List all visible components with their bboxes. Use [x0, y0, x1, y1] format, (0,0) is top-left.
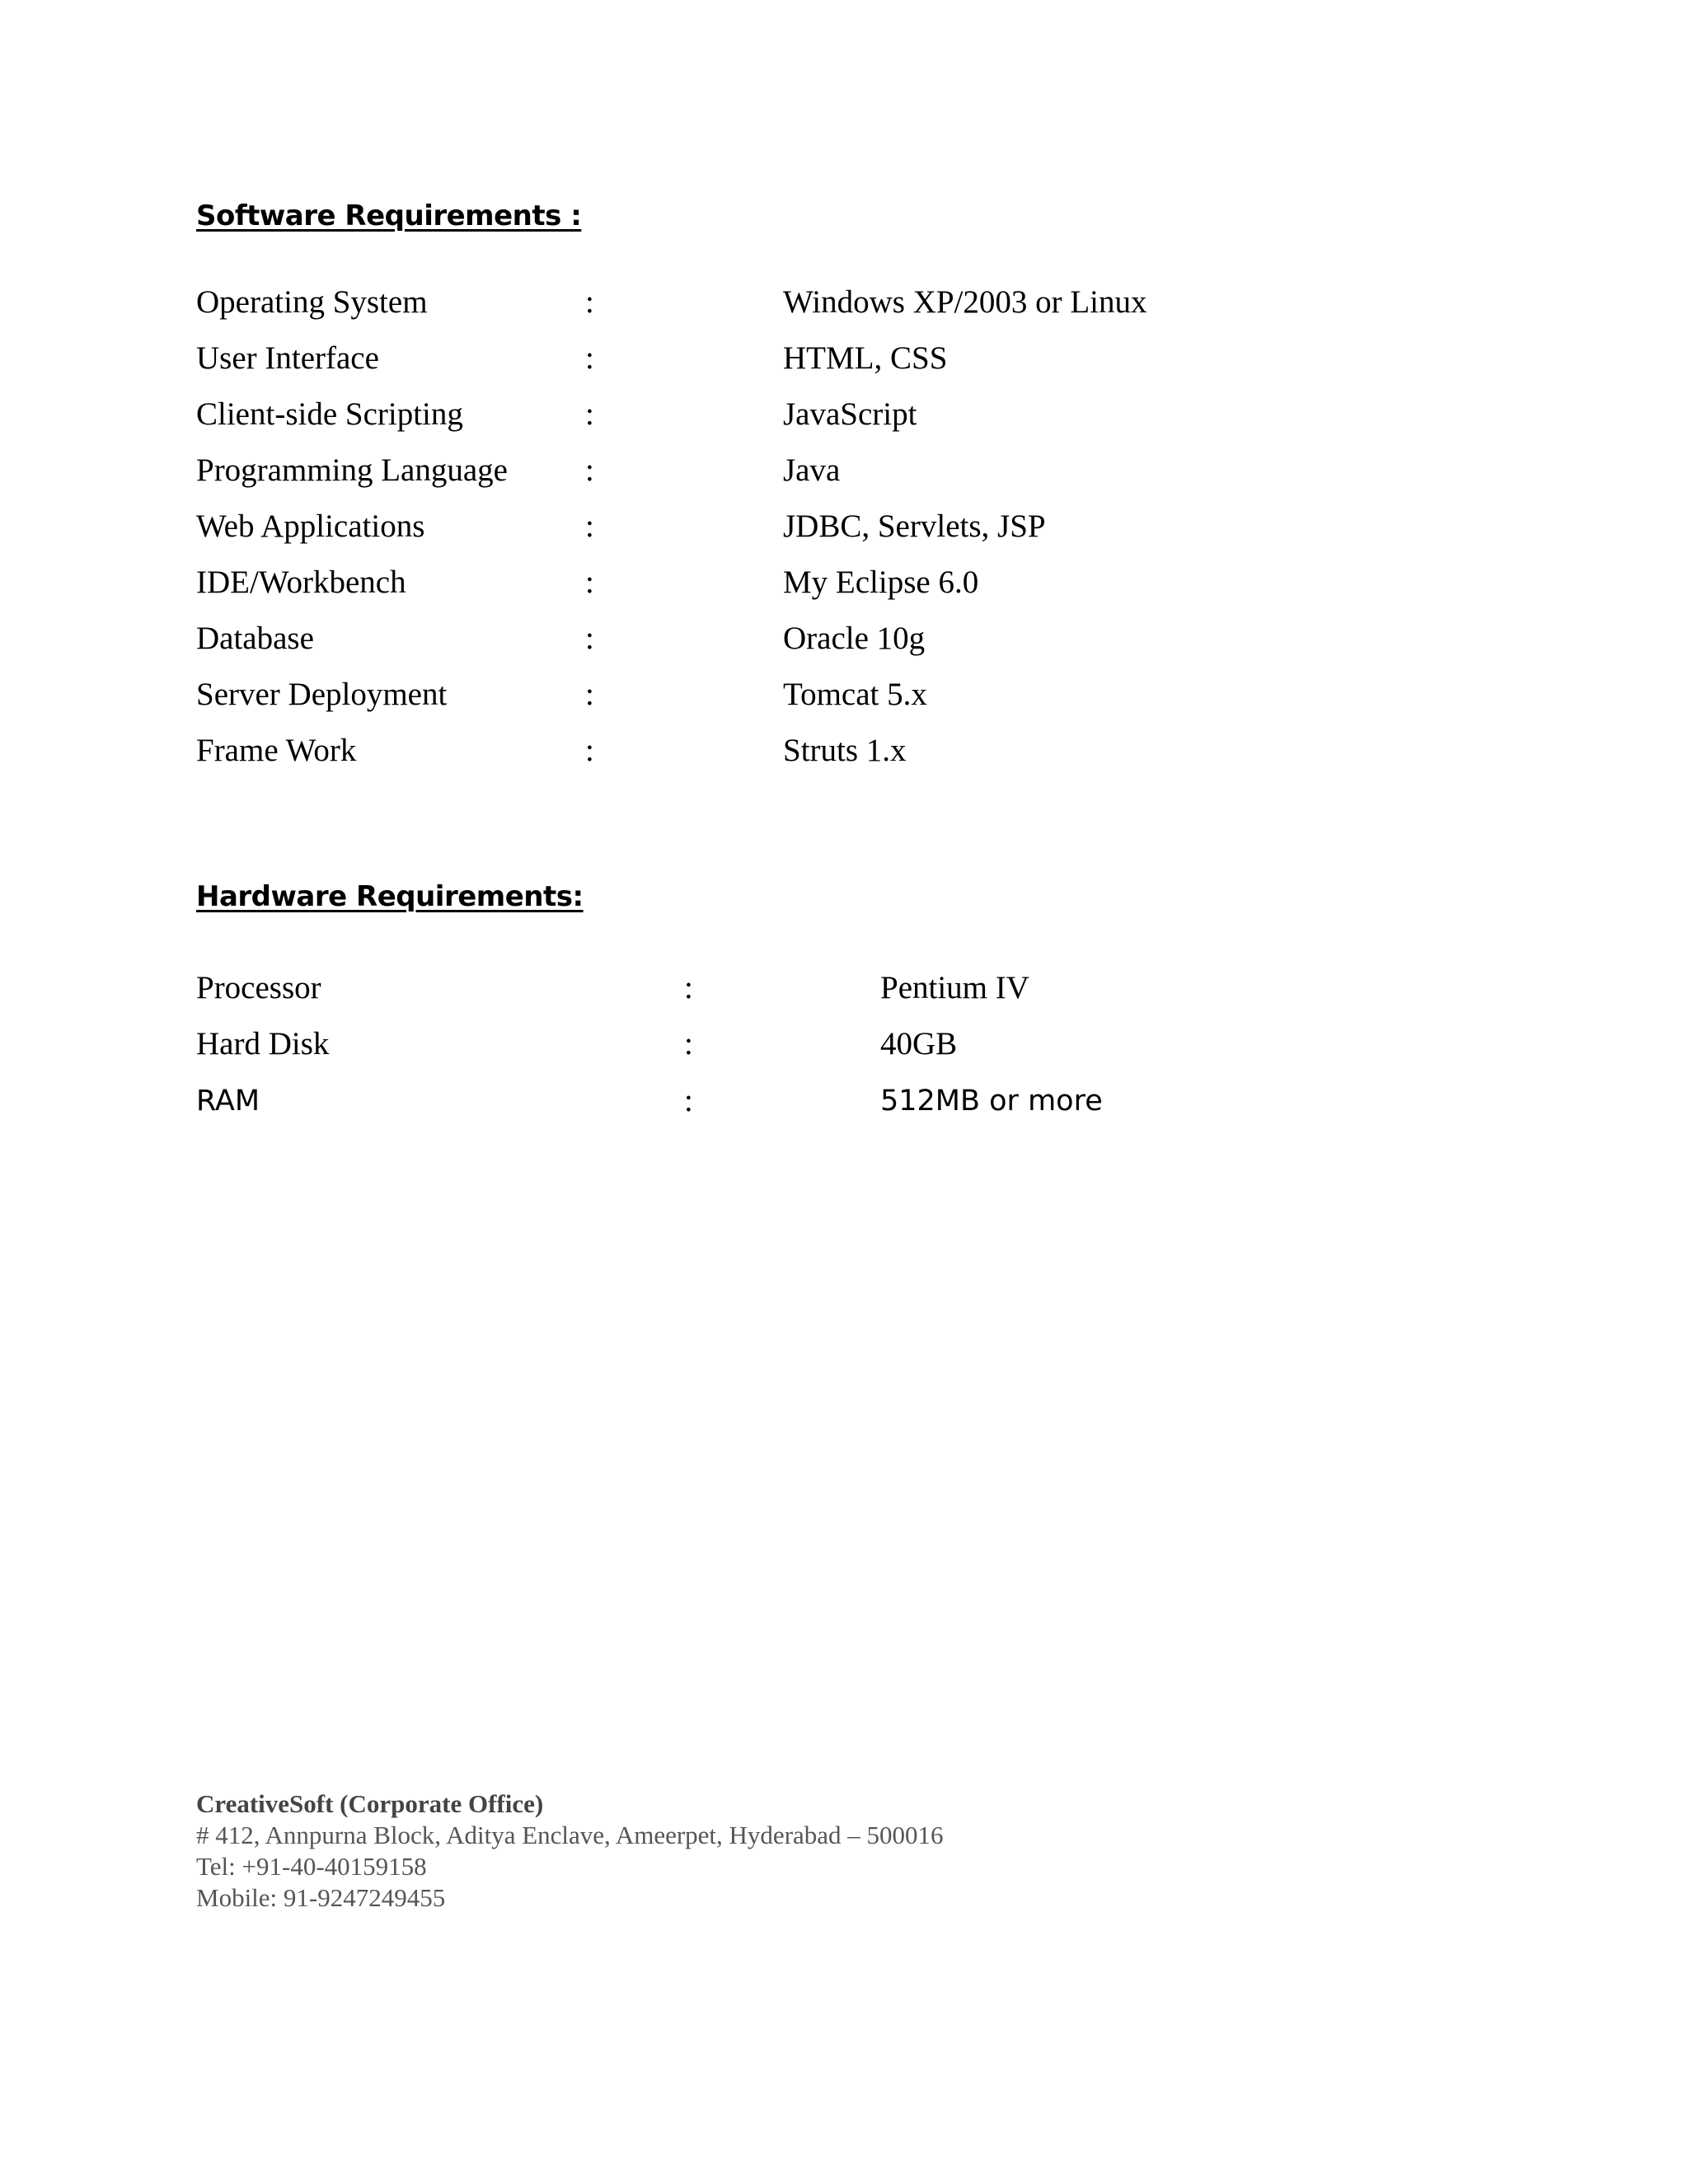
- row-label: Operating System: [196, 284, 428, 320]
- row-separator: :: [585, 677, 594, 712]
- hardware-requirements-heading: Hardware Requirements:: [196, 880, 584, 913]
- hardware-row-hard-disk: [196, 1016, 1515, 1072]
- company-name: CreativeSoft (Corporate Office): [196, 1789, 544, 1818]
- row-value: Struts 1.x: [783, 733, 907, 768]
- software-row-ide-workbench: [196, 555, 1515, 611]
- row-value: HTML, CSS: [783, 340, 948, 376]
- software-row-server-deployment: [196, 667, 1515, 723]
- row-value: Windows XP/2003 or Linux: [783, 284, 1147, 320]
- row-separator: :: [585, 284, 594, 320]
- row-separator: :: [585, 396, 594, 432]
- row-label: Programming Language: [196, 452, 508, 488]
- office-address: # 412, Annpurna Block, Aditya Enclave, Ameerpet, Hyderabad – 500016: [196, 1821, 944, 1849]
- software-row-frame-work: [196, 723, 1515, 779]
- row-separator: :: [684, 1026, 693, 1062]
- software-row-client-side-scripting: [196, 387, 1515, 443]
- row-label: Database: [196, 621, 314, 656]
- hardware-row-processor: [196, 960, 1515, 1016]
- row-separator: :: [585, 452, 594, 488]
- row-value: JDBC, Servlets, JSP: [783, 509, 1046, 544]
- row-label: RAM: [196, 1085, 260, 1118]
- row-separator: :: [684, 970, 693, 1005]
- row-value: My Eclipse 6.0: [783, 565, 979, 600]
- software-row-operating-system: [196, 274, 1515, 330]
- row-label: Server Deployment: [196, 677, 448, 712]
- row-value: 512MB or more: [880, 1085, 1103, 1118]
- software-row-user-interface: [196, 330, 1515, 387]
- software-row-programming-language: [196, 443, 1515, 499]
- row-label: Processor: [196, 970, 321, 1005]
- row-label: Frame Work: [196, 733, 357, 768]
- row-label: Hard Disk: [196, 1026, 330, 1062]
- row-separator: :: [684, 1083, 693, 1118]
- mobile-number: Mobile: 91-9247249455: [196, 1883, 446, 1912]
- row-value: Tomcat 5.x: [783, 677, 927, 712]
- row-value: Java: [783, 452, 841, 488]
- row-label: IDE/Workbench: [196, 565, 406, 600]
- software-row-database: [196, 611, 1515, 667]
- row-value: Oracle 10g: [783, 621, 926, 656]
- row-separator: :: [585, 509, 594, 544]
- row-label: Web Applications: [196, 509, 425, 544]
- row-label: Client-side Scripting: [196, 396, 463, 432]
- row-separator: :: [585, 733, 594, 768]
- row-value: 40GB: [880, 1026, 958, 1062]
- software-requirements-heading: Software Requirements :: [196, 199, 582, 232]
- row-separator: :: [585, 621, 594, 656]
- corporate-office-footer: [196, 1788, 944, 1914]
- row-separator: :: [585, 340, 594, 376]
- telephone-number: Tel: +91-40-40159158: [196, 1852, 427, 1881]
- row-value: Pentium IV: [880, 970, 1029, 1005]
- hardware-row-ram: [196, 1073, 1515, 1129]
- row-label: User Interface: [196, 340, 379, 376]
- software-row-web-applications: [196, 499, 1515, 555]
- row-separator: :: [585, 565, 594, 600]
- row-value: JavaScript: [783, 396, 917, 432]
